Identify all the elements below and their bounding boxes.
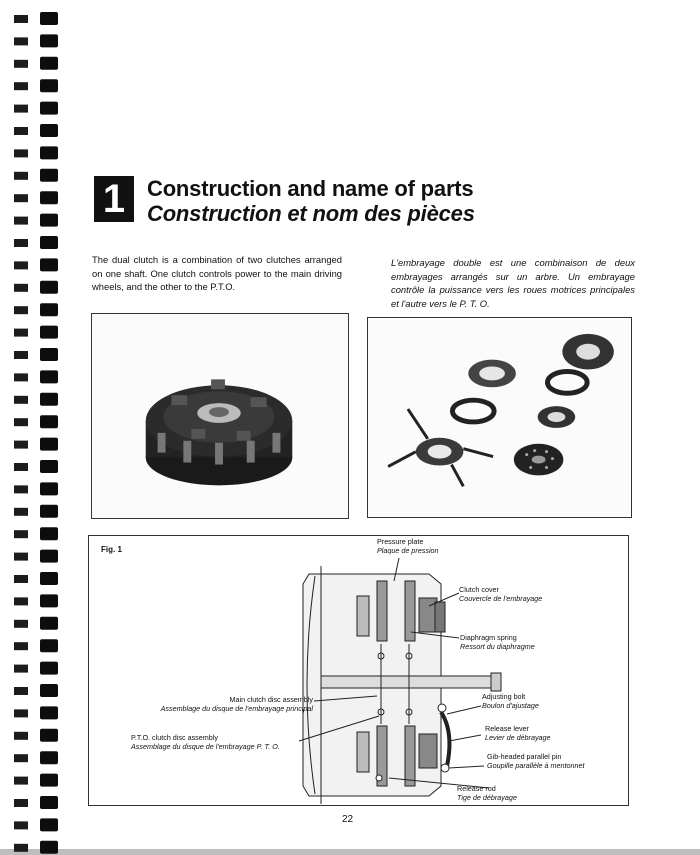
callout-adjusting-bolt: Adjusting bolt Boulon d'ajustage — [482, 692, 539, 710]
page-number: 22 — [342, 814, 354, 825]
binding-loop-back — [14, 127, 28, 135]
binding-loop-back — [14, 351, 28, 359]
binding-loop — [40, 348, 58, 361]
callout-pressure-plate: Pressure plate Plaque de pression — [377, 537, 439, 555]
binding-loop-back — [14, 754, 28, 762]
figure-1-diagram — [88, 535, 629, 806]
binding-loop — [40, 370, 58, 383]
chapter-title-english: Construction and name of parts — [147, 176, 474, 201]
binding-loop-back — [14, 284, 28, 292]
binding-loop-back — [14, 82, 28, 90]
exploded-parts-photo — [367, 317, 632, 518]
binding-loop-back — [14, 373, 28, 381]
binding-loop — [40, 818, 58, 831]
binding-loop — [40, 191, 58, 204]
callout-release-lever: Release lever Levier de débrayage — [485, 724, 551, 742]
binding-loop-back — [14, 463, 28, 471]
binding-loop-back — [14, 37, 28, 45]
binding-loop-back — [14, 821, 28, 829]
binding-loop — [40, 236, 58, 249]
binding-loop — [40, 841, 58, 854]
binding-loop — [40, 505, 58, 518]
spiral-binding — [0, 0, 70, 855]
binding-loop-back — [14, 620, 28, 628]
binding-loop — [40, 79, 58, 92]
callout-diaphragm-spring: Diaphragm spring Ressort du diaphragme — [460, 633, 535, 651]
binding-loop — [40, 639, 58, 652]
callout-pto-clutch-disc: P.T.O. clutch disc assembly Assemblage du disque de l'embrayage P. T. O. — [131, 733, 280, 751]
binding-loop-back — [14, 844, 28, 852]
chapter-title-french: Construction et nom des pièces — [147, 201, 475, 226]
callout-main-clutch-disc: Main clutch disc assembly Assemblage du disque de l'embrayage principal — [160, 695, 313, 713]
binding-loop — [40, 572, 58, 585]
binding-loop — [40, 326, 58, 339]
binding-loop — [40, 796, 58, 809]
binding-loop — [40, 550, 58, 563]
binding-loop-back — [14, 799, 28, 807]
binding-loop — [40, 393, 58, 406]
intro-paragraph-french: L'embrayage double est une combinaison de deux embrayages arrangés sur un arbre. Un embrayage contrôle la puissance vers les roues motrices principales et l'autre vers le P. T. O. — [391, 257, 635, 309]
binding-loop — [40, 281, 58, 294]
binding-loop-back — [14, 777, 28, 785]
binding-loop — [40, 102, 58, 115]
binding-loop — [40, 617, 58, 630]
chapter-number-box: 1 — [94, 176, 134, 222]
callout-release-rod: Release rod Tige de débrayage — [457, 784, 517, 802]
binding-loop — [40, 482, 58, 495]
binding-loop-back — [14, 732, 28, 740]
binding-loop — [40, 124, 58, 137]
binding-loop — [40, 706, 58, 719]
binding-loop — [40, 34, 58, 47]
binding-loop — [40, 460, 58, 473]
binding-loop-back — [14, 105, 28, 113]
binding-loop — [40, 438, 58, 451]
binding-loop-back — [14, 597, 28, 605]
binding-loop-back — [14, 441, 28, 449]
binding-loop — [40, 751, 58, 764]
binding-loop — [40, 594, 58, 607]
binding-loop — [40, 214, 58, 227]
binding-loop-back — [14, 172, 28, 180]
binding-loop-back — [14, 418, 28, 426]
binding-loop-back — [14, 194, 28, 202]
callout-gib-headed-pin: Gib-headed parallel pin Goupille parallèle à mentonnet — [487, 752, 585, 770]
binding-loop — [40, 258, 58, 271]
binding-loop-back — [14, 60, 28, 68]
binding-loop — [40, 303, 58, 316]
binding-loop — [40, 774, 58, 787]
binding-loop — [40, 12, 58, 25]
binding-loop — [40, 146, 58, 159]
binding-loop-back — [14, 687, 28, 695]
binding-loop-back — [14, 575, 28, 583]
binding-loop-back — [14, 217, 28, 225]
binding-loop-back — [14, 553, 28, 561]
callout-clutch-cover: Clutch cover Couvercle de l'embrayage — [459, 585, 543, 603]
binding-loop — [40, 684, 58, 697]
binding-loop-back — [14, 329, 28, 337]
binding-loop-back — [14, 642, 28, 650]
binding-loop-back — [14, 485, 28, 493]
binding-loop — [40, 57, 58, 70]
binding-loop — [40, 527, 58, 540]
binding-loop-back — [14, 530, 28, 538]
binding-loop-back — [14, 665, 28, 673]
binding-loop — [40, 729, 58, 742]
binding-loop — [40, 662, 58, 675]
binding-loop-back — [14, 261, 28, 269]
binding-loop-back — [14, 15, 28, 23]
figure-label: Fig. 1 — [101, 545, 122, 554]
binding-loop-back — [14, 396, 28, 404]
binding-loop — [40, 415, 58, 428]
binding-loop — [40, 169, 58, 182]
binding-loop-back — [14, 709, 28, 717]
binding-loop-back — [14, 149, 28, 157]
binding-loop-back — [14, 239, 28, 247]
binding-loop-back — [14, 306, 28, 314]
binding-loop-back — [14, 508, 28, 516]
intro-paragraph-english: The dual clutch is a combination of two clutches arranged on one shaft. One clutch controls power to the main driving wheels, and the other to the P.T.O. — [92, 254, 342, 292]
assembled-clutch-photo — [91, 313, 349, 519]
